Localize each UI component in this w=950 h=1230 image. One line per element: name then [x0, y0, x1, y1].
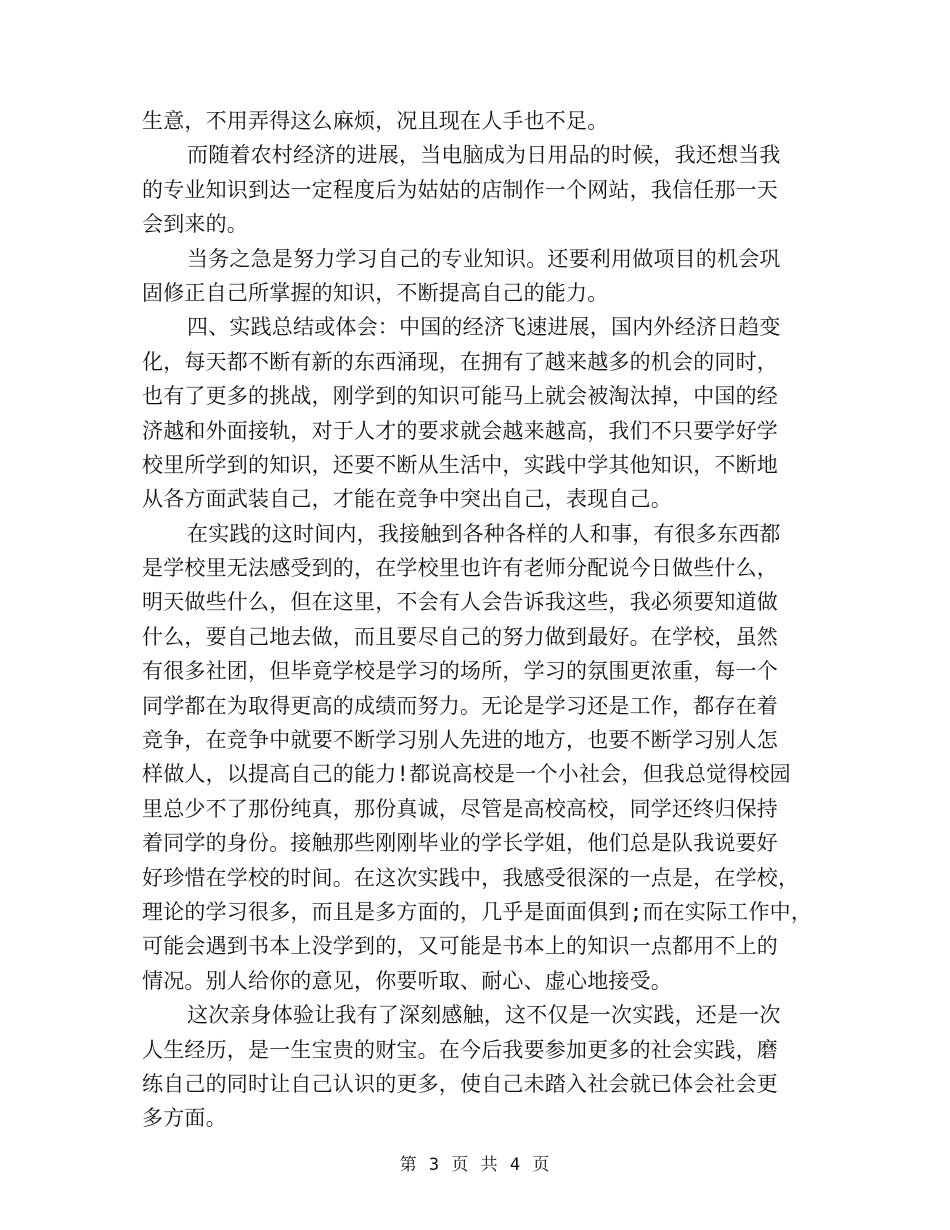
text-line: 理论的学习很多，而且是多方面的，几乎是面面俱到;而在实际工作中，: [142, 899, 813, 924]
text-line: 在实践的这时间内，我接触到各种各样的人和事，有很多东西都: [187, 521, 781, 546]
text-line: 什么，要自己地去做，而且要尽自己的努力做到最好。在学校，虽然: [142, 624, 778, 649]
text-line: 是学校里无法感受到的，在学校里也许有老师分配说今日做些什么，: [142, 556, 778, 581]
text-line: 固修正自己所掌握的知识，不断提高自己的能力。: [142, 280, 609, 305]
text-line: 当务之急是努力学习自己的专业知识。还要利用做项目的机会巩: [187, 246, 781, 271]
page-footer: 第 3 页 共 4 页: [399, 1155, 551, 1175]
document-body: [142, 104, 822, 1136]
text-line: 济越和外面接轨，对于人才的要求就会越来越高，我们不只要学好学: [142, 418, 778, 443]
text-line: 化，每天都不断有新的东西涌现，在拥有了越来越多的机会的同时，: [142, 349, 778, 374]
text-line: 的专业知识到达一定程度后为姑姑的店制作一个网站，我信任那一天: [142, 177, 778, 202]
text-line: 这次亲身体验让我有了深刻感触，这不仅是一次实践，还是一次: [187, 1003, 781, 1028]
text-line: 情况。别人给你的意见，你要听取、耐心、虚心地接受。: [142, 968, 672, 993]
text-line: 里总少不了那份纯真，那份真诚，尽管是高校高校，同学还终归保持: [142, 796, 778, 821]
text-line: 同学都在为取得更高的成绩而努力。无论是学习还是工作，都存在着: [142, 693, 778, 718]
text-line: 多方面。: [142, 1106, 227, 1131]
text-line: 好珍惜在学校的时间。在这次实践中，我感受很深的一点是，在学校，: [142, 865, 800, 890]
text-line: 练自己的同时让自己认识的更多，使自己未踏入社会就已体会社会更: [142, 1071, 778, 1096]
text-line: 明天做些什么，但在这里，不会有人会告诉我这些，我必须要知道做: [142, 590, 778, 615]
text-line: 生意，不用弄得这么麻烦，况且现在人手也不足。: [142, 109, 609, 133]
text-line: 可能会遇到书本上没学到的，又可能是书本上的知识一点都用不上的: [142, 934, 778, 959]
text-line: 样做人，以提高自己的能力!都说高校是一个小社会，但我总觉得校园: [142, 762, 791, 787]
text-line: 有很多社团，但毕竟学校是学习的场所，学习的氛围更浓重，每一个: [142, 659, 778, 684]
text-line: 校里所学到的知识，还要不断从生活中，实践中学其他知识，不断地: [142, 452, 778, 477]
text-line: 从各方面武装自己，才能在竞争中突出自己，表现自己。: [142, 487, 672, 512]
text-line: 四、实践总结或体会：中国的经济飞速进展，国内外经济日趋变: [187, 315, 781, 340]
text-line: 会到来的。: [142, 212, 248, 237]
text-line: 竞争，在竞争中就要不断学习别人先进的地方，也要不断学习别人怎: [142, 728, 778, 753]
text-line: 着同学的身份。接触那些刚刚毕业的学长学姐，他们总是队我说要好: [142, 831, 778, 856]
text-line: 也有了更多的挑战，刚学到的知识可能马上就会被淘汰掉，中国的经: [142, 384, 778, 409]
text-line: 而随着农村经济的进展，当电脑成为日用品的时候，我还想当我: [187, 143, 781, 168]
text-line: 人生经历，是一生宝贵的财宝。在今后我要参加更多的社会实践，磨: [142, 1037, 778, 1062]
